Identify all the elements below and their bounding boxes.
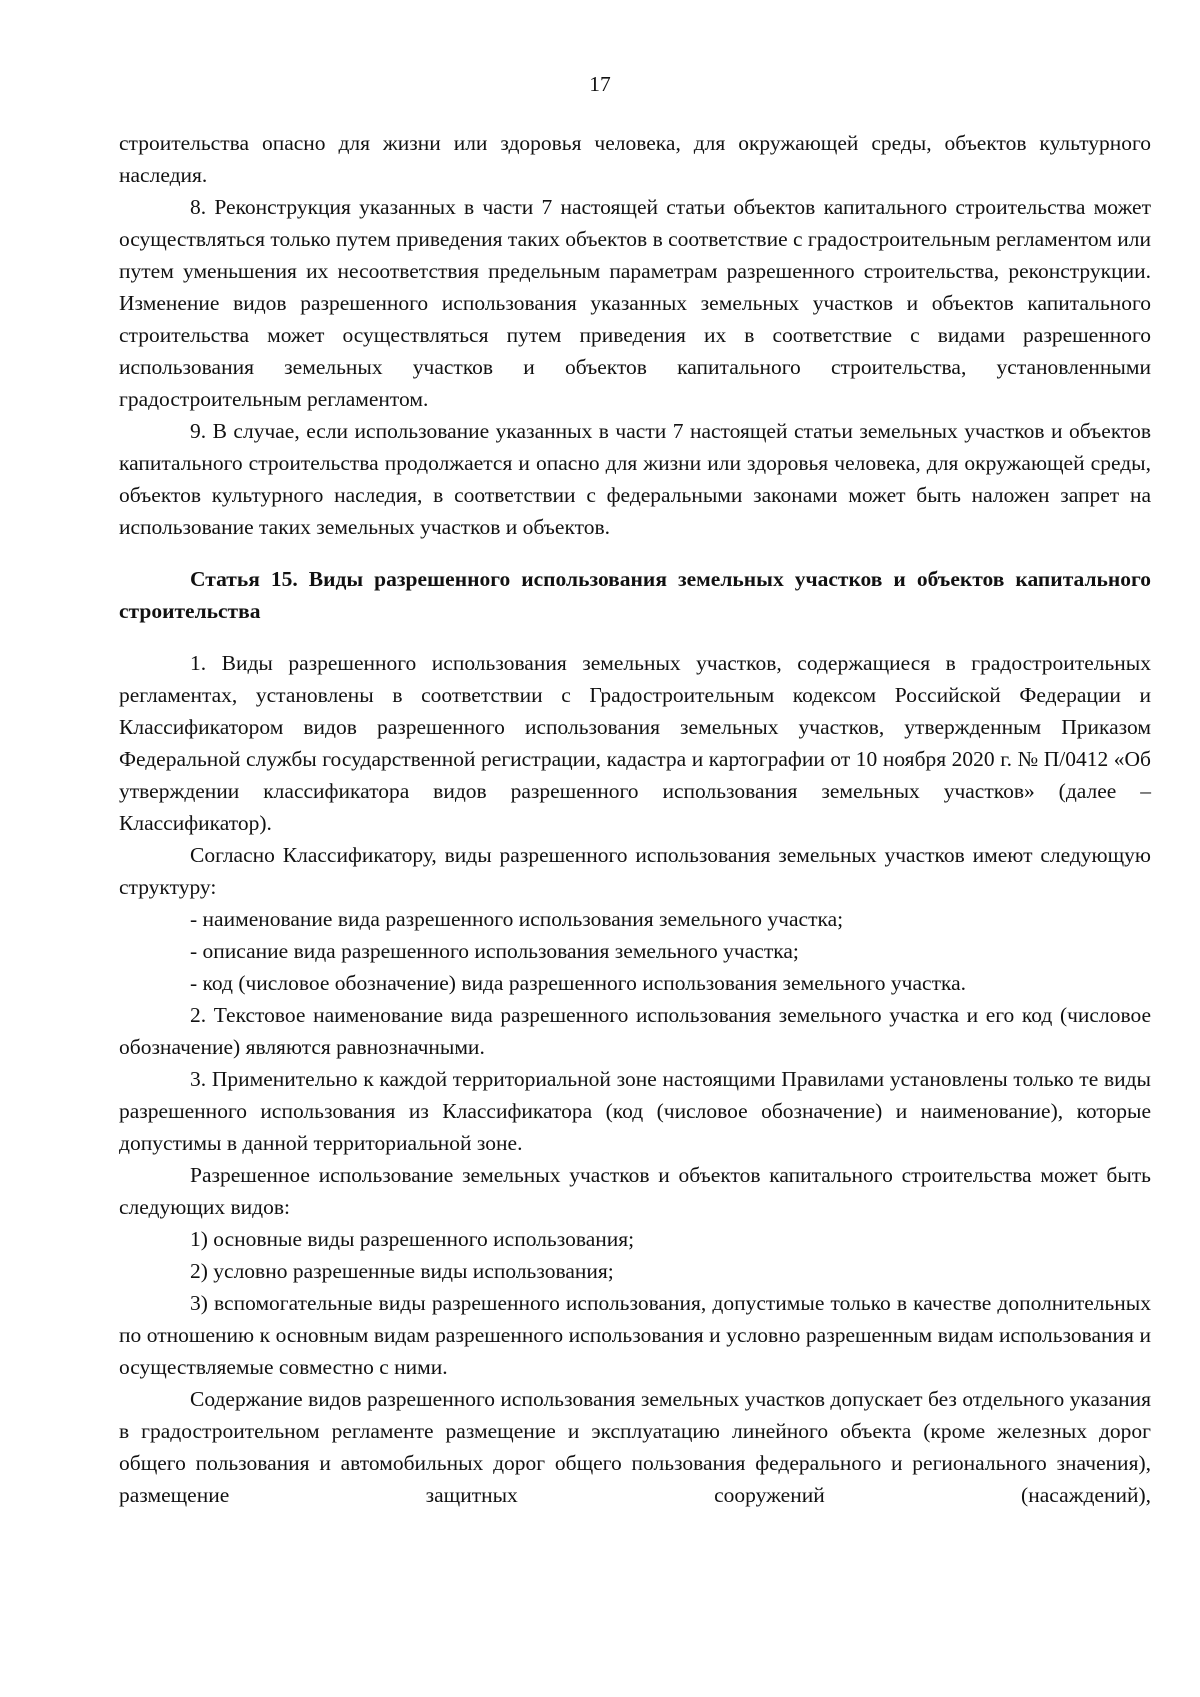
spacer <box>119 627 1151 647</box>
paragraph-item-2: 2. Текстовое наименование вида разрешенного использования земельного участка и его код (числовое обозначение) являются равнозначными. <box>119 1003 1151 1059</box>
list-item-name: - наименование вида разрешенного использования земельного участка; <box>190 907 844 931</box>
paragraph-structure-intro: Согласно Классификатору, виды разрешенного использования земельных участков имеют следующую структуру: <box>119 843 1151 899</box>
list-item-code: - код (числовое обозначение) вида разрешенного использования земельного участка. <box>190 971 967 995</box>
paragraph-use-types-intro: Разрешенное использование земельных участков и объектов капитального строительства может быть следующих видов: <box>119 1163 1151 1219</box>
list-item-description: - описание вида разрешенного использования земельного участка; <box>190 939 799 963</box>
list-item-auxiliary-use: 3) вспомогательные виды разрешенного использования, допустимые только в качестве дополнительных по отношению к основным видам разрешенного использования и условно разрешенным видам использования и осуществляемые совместно с ними. <box>119 1291 1151 1379</box>
spacer <box>119 543 1151 563</box>
list-item-conditional-use: 2) условно разрешенные виды использования; <box>190 1259 614 1283</box>
article-heading: Статья 15. Виды разрешенного использования земельных участков и объектов капитального строительства <box>119 567 1151 623</box>
paragraph-item-3: 3. Применительно к каждой территориальной зоне настоящими Правилами установлены только те виды разрешенного использования из Классификатора (код (числовое обозначение) и наименование), которые допустимы в данной территориальной зоне. <box>119 1067 1151 1155</box>
list-item-main-use: 1) основные виды разрешенного использования; <box>190 1227 635 1251</box>
paragraph-item-9: 9. В случае, если использование указанных в части 7 настоящей статьи земельных участков и объектов капитального строительства продолжается и опасно для жизни или здоровья человека, для окружающей среды, объектов культурного наследия, в соответствии с федеральными законами может быть наложен запрет на использование таких земельных участков и объектов. <box>119 419 1151 539</box>
paragraph-content-permitted: Содержание видов разрешенного использования земельных участков допускает без отдельного указания в градостроительном регламенте размещение и эксплуатацию линейного объекта (кроме железных дорог общего пользования и автомобильных дорог общего пользования федерального и регионального значения), размещение защитных сооружений (насаждений), <box>119 1387 1151 1507</box>
paragraph-item-8: 8. Реконструкция указанных в части 7 настоящей статьи объектов капитального строительства может осуществляться только путем приведения таких объектов в соответствие с градостроительным регламентом или путем уменьшения их несоответствия предельным параметрам разрешенного строительства, реконструкции. Изменение видов разрешенного использования указанных земельных участков и объектов капитального строительства может осуществляться путем приведения их в соответствие с видами разрешенного использования земельных участков и объектов капитального строительства, установленными градостроительным регламентом. <box>119 195 1151 411</box>
page-number: 17 <box>589 72 611 96</box>
document-body <box>119 127 1151 1511</box>
paragraph-item-1: 1. Виды разрешенного использования земельных участков, содержащиеся в градостроительных регламентах, установлены в соответствии с Градостроительным кодексом Российской Федерации и Классификатором видов разрешенного использования земельных участков, утвержденным Приказом Федеральной службы государственной регистрации, кадастра и картографии от 10 ноября 2020 г. № П/0412 «Об утверждении классификатора видов разрешенного использования земельных участков» (далее – Классификатор). <box>119 651 1151 835</box>
paragraph-continuation: строительства опасно для жизни или здоровья человека, для окружающей среды, объектов культурного наследия. <box>119 131 1151 187</box>
